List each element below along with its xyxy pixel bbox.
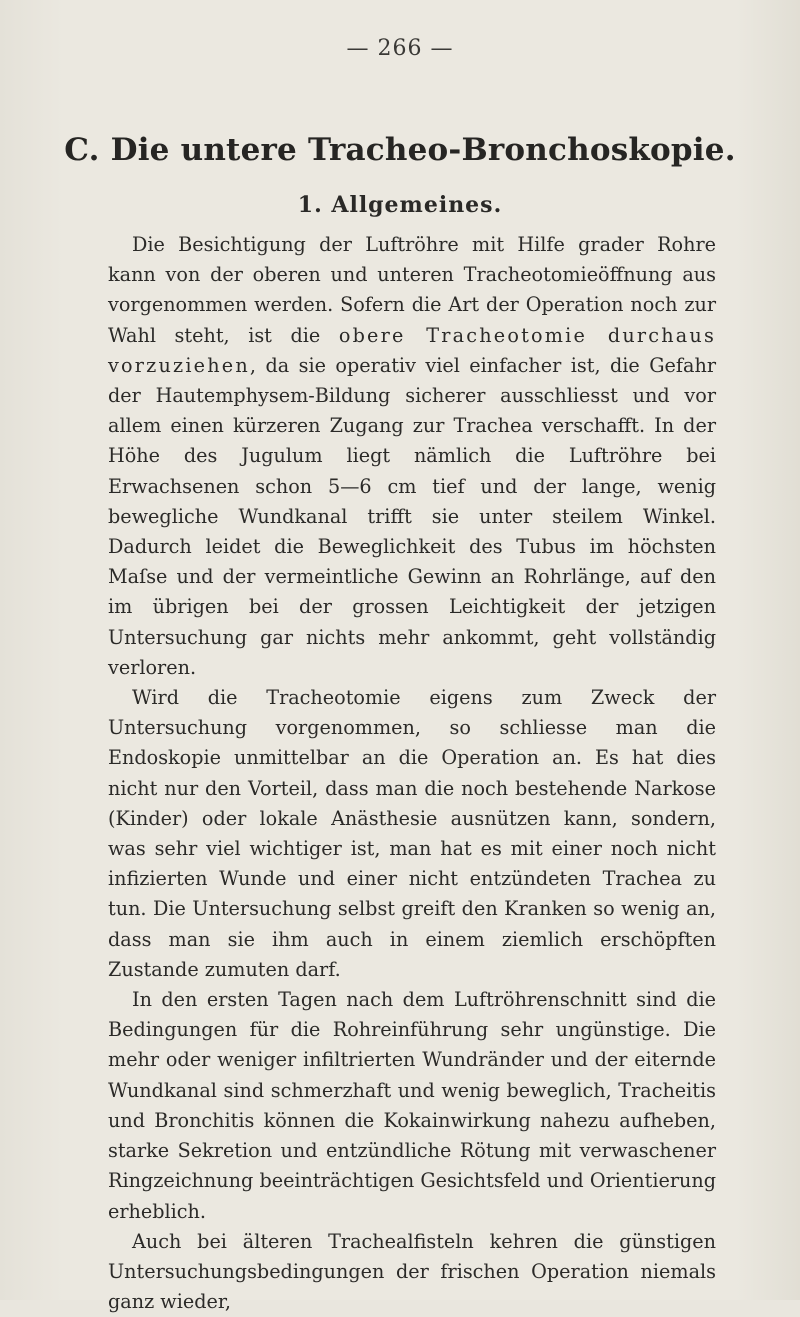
- emphasized-phrase: obere Tracheotomie durchaus vorzuziehen: [108, 323, 716, 377]
- section-title: 1. Allgemeines.: [297, 192, 503, 218]
- paragraph-2: Wird die Tracheotomie eigens zum Zweck der Untersuchung vorgenommen, so schliesse man die Endoskopie unmittelbar an die Operation an. Es hat dies nicht nur den Vorteil, dass man die noch bestehende Narkose (Kinder) oder lokale Anästhesie ausnützen kann, sondern, was sehr viel wichtiger ist, man hat es mit einer noch nicht infizierten Wunde und einer nicht entzündeten Trachea zu tun. Die Untersuchung selbst greift den Kranken so wenig an, dass man sie ihm auch in einem ziemlich erschöpften Zustande zumuten darf.: [108, 686, 716, 981]
- body-text: [108, 230, 716, 1317]
- paragraph-1-before: Die Besichtigung der Luftröhre mit Hilfe grader Rohre kann von der oberen und unteren Tracheotomieöffnung aus vorgenommen werden. Sofern die Art der Operation noch zur Wahl steht, ist die: [108, 233, 716, 347]
- paragraph-1-after: , da sie operativ viel einfacher ist, die Gefahr der Hautemphysem-Bildung sicherer ausschliesst und vor allem einen kürzeren Zugang zur Trachea verschafft. In der Höhe des Jugulum liegt nämlich die Luftröhre bei Erwachsenen schon 5—6 cm tief und der lange, wenig bewegliche Wundkanal trifft sie unter steilem Winkel. Dadurch leidet die Beweglichkeit des Tubus im höchsten Maſse und der vermeintliche Gewinn an Rohrlänge, auf den im übrigen bei der grossen Leichtigkeit der jetzigen Untersuchung gar nichts mehr ankommt, geht vollständig verloren.: [108, 353, 716, 679]
- paragraph-3: In den ersten Tagen nach dem Luftröhrenschnitt sind die Bedingungen für die Rohreinführung sehr ungünstige. Die mehr oder weniger infiltrierten Wundränder und der eiternde Wundkanal sind schmerzhaft und wenig beweglich, Tracheitis und Bronchitis können die Kokainwirkung nahezu aufheben, starke Sekretion und entzündliche Rötung mit verwaschener Ringzeichnung beeinträchtigen Gesichtsfeld und Orientierung erheblich.: [108, 988, 716, 1223]
- paragraph-1: [108, 230, 716, 683]
- paragraph-4: Auch bei älteren Trachealfisteln kehren die günstigen Untersuchungsbedingungen der frischen Operation niemals ganz wieder,: [108, 1229, 716, 1314]
- chapter-title: C. Die untere Tracheo-Bronchoskopie.: [64, 132, 736, 168]
- page-number: — 266 —: [346, 36, 454, 61]
